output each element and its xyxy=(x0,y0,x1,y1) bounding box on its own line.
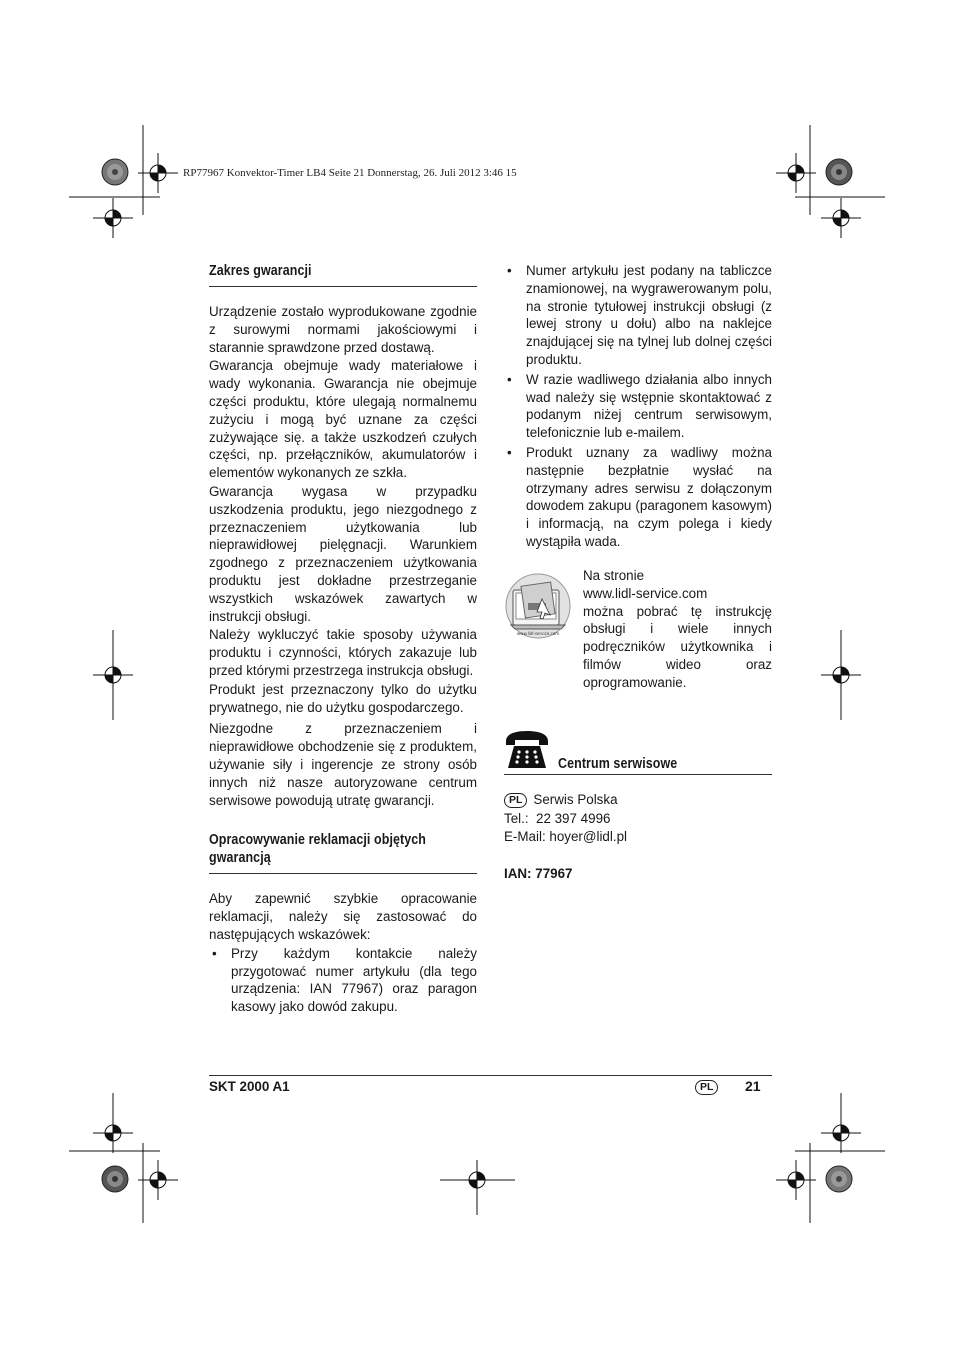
footer-rule xyxy=(209,1075,772,1076)
web-download-text xyxy=(583,567,772,692)
bullet-list xyxy=(504,262,772,551)
web-url: www.lidl-service.com xyxy=(583,585,708,601)
paragraph: Niezgodne z przeznaczeniem i nieprawidłowe obchodzenie się z produktem, używanie siły i ingerencje ze strony osób innych niż nasze autoryzowane centrum serwisowe powodują utratę gwarancji. xyxy=(209,721,477,808)
registration-mark-icon xyxy=(821,1113,861,1153)
color-wheel-icon xyxy=(101,1165,129,1193)
service-name: Serwis Polska xyxy=(533,792,618,807)
bullet-marker: • xyxy=(507,444,512,460)
registration-mark-icon xyxy=(776,153,816,193)
color-wheel-icon xyxy=(101,158,129,186)
paragraph: Gwarancja wygasa w przypadku uszkodzenia produktu, jego niezgodnego z przeznaczeniem użytkowania lub nieprawidłowej pielęgnacji. Warunkiem zgodnego z przeznaczeniem użytkowania produktu jest dokładne przestrzeganie wszystkich wskazówek zawartych w instrukcji obsługi. xyxy=(209,483,477,624)
list-item xyxy=(504,371,772,442)
list-item-text: Produkt uznany za wadliwy można następnie bezpłatnie wysłać na otrzymany adres serwisu z dołączonym dowodem zakupu (paragonem kasowym) i informacją, na czym polega i kiedy wystąpiła wada. xyxy=(526,444,772,549)
right-column xyxy=(504,262,772,552)
registration-mark-icon xyxy=(821,655,861,695)
registration-mark-icon xyxy=(138,153,178,193)
paragraph: Produkt jest przeznaczony tylko do użytku prywatnego, nie do użytku gospodarczego. xyxy=(209,681,477,715)
service-email: E-Mail: hoyer@lidl.pl xyxy=(504,829,627,844)
web-icon-caption: www.lidl-service.com xyxy=(516,631,560,636)
section-heading-claims: Opracowywanie reklamacji objętych gwarancją xyxy=(209,832,427,867)
service-contact xyxy=(504,791,772,847)
service-name-line xyxy=(504,791,772,810)
list-item-text: Numer artykułu jest podany na tabliczce znamionowej, na wygrawerowanym polu, na stronie tytułowej instrukcji obsługi (z lewej strony u dołu) albo na naklejce znajdującej się na tylnej lub dolnej części produktu. xyxy=(526,263,772,367)
section-heading-service: Centrum serwisowe xyxy=(558,756,678,772)
color-wheel-icon xyxy=(825,158,853,186)
web-line: Na stronie xyxy=(583,568,645,583)
registration-mark-icon xyxy=(93,655,133,695)
section-heading-warranty-scope: Zakres gwarancji xyxy=(209,263,312,279)
ian-number: IAN: 77967 xyxy=(504,866,573,881)
list-item xyxy=(209,945,477,1016)
web-download-icon xyxy=(504,573,574,639)
list-item-text: Przy każdym kontakcie należy przygotować numer artykułu (dla tego urządzenia: IAN 77967) oraz paragon kasowy jako dowód zakupu. xyxy=(231,945,477,1015)
heading-rule xyxy=(504,774,772,775)
list-item xyxy=(504,444,772,551)
paragraph: Należy wykluczyć takie sposoby używania produktu i czynności, których zakazuje lub przed którymi przestrzega instrukcja obsługi. xyxy=(209,627,477,678)
left-column xyxy=(209,262,477,1017)
registration-mark-icon xyxy=(821,198,861,238)
color-wheel-icon xyxy=(825,1165,853,1193)
registration-mark-icon xyxy=(138,1160,178,1200)
registration-mark-icon xyxy=(93,198,133,238)
bullet-marker: • xyxy=(212,945,217,961)
registration-mark-icon xyxy=(93,1113,133,1153)
warranty-paragraphs xyxy=(209,303,477,809)
paragraph: Gwarancja obejmuje wady materiałowe i wady wykonania. Gwarancja nie obejmuje części produktu, które ulegają normalnemu zużyciu i mogą być uznane za części zużywające się. a także uszkodzeń czułych części, np. przełączników, akumulatorów i elementów wykonanych ze szkła. xyxy=(209,358,477,481)
bullet-list xyxy=(209,945,477,1016)
country-badge: PL xyxy=(504,793,527,808)
page-number: 21 xyxy=(745,1078,761,1094)
service-phone: Tel.: 22 397 4996 xyxy=(504,810,611,826)
registration-mark-icon xyxy=(776,1160,816,1200)
list-item-text: W razie wadliwego działania albo innych wad należy się wstępnie skontaktować z podanym niżej centrum serwisowym, telefonicznie lub e-mailem. xyxy=(526,371,772,441)
paragraph: Aby zapewnić szybkie opracowanie reklamacji, należy się zastosować do następujących wskazówek: xyxy=(209,891,477,942)
web-description: można pobrać tę instrukcję obsługi i wiele innych podręczników użytkownika i filmów wideo oraz oprogramowanie. xyxy=(583,603,772,690)
bullet-marker: • xyxy=(507,371,512,387)
phone-icon xyxy=(504,730,550,770)
list-item xyxy=(504,262,772,369)
print-header: RP77967 Konvektor-Timer LB4 Seite 21 Donnerstag, 26. Juli 2012 3:46 15 xyxy=(183,167,517,179)
bullet-marker: • xyxy=(507,263,512,278)
registration-mark-icon xyxy=(457,1160,497,1200)
footer-language-badge: PL xyxy=(695,1080,718,1095)
footer-model: SKT 2000 A1 xyxy=(209,1079,290,1094)
paragraph: Urządzenie zostało wyprodukowane zgodnie z surowymi normami jakościowymi i starannie sprawdzone przed dostawą. xyxy=(209,304,477,355)
